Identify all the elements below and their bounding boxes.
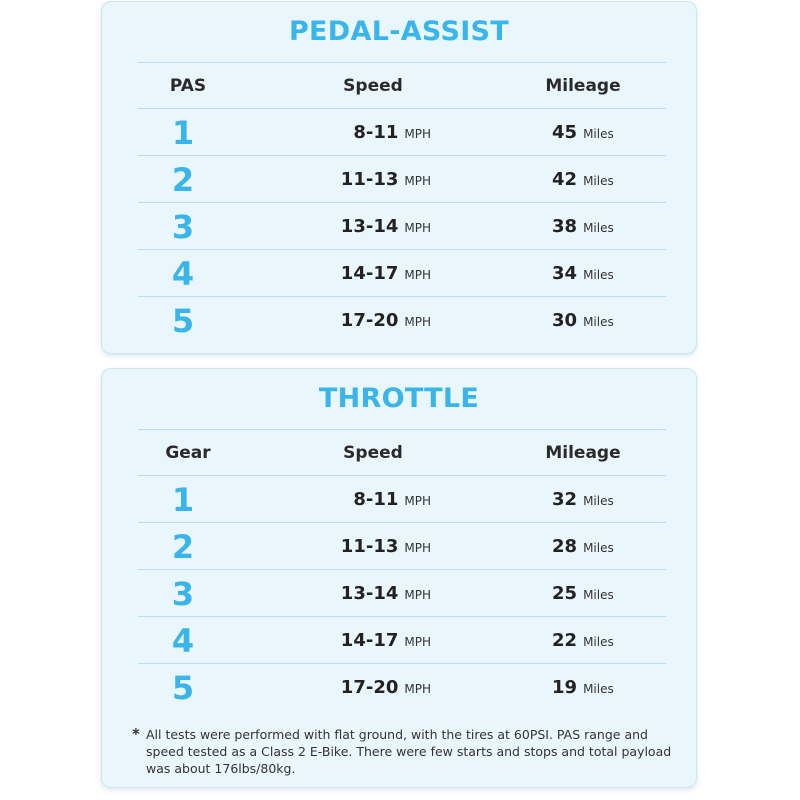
table-header: [138, 62, 666, 109]
mileage-cell: [552, 122, 614, 143]
mileage-cell: [552, 489, 614, 510]
speed-unit: MPH: [404, 127, 431, 141]
table-row: [138, 297, 666, 344]
speed-value: 13-14: [340, 216, 399, 237]
table-row: [138, 203, 666, 250]
mileage-cell: [552, 263, 614, 284]
mileage-cell: [552, 310, 614, 331]
speed-unit: MPH: [404, 494, 431, 508]
speed-cell: [263, 169, 431, 190]
mileage-cell: [552, 536, 614, 557]
level-number: 5: [171, 302, 195, 340]
mileage-cell: [552, 630, 614, 651]
footnote-marker: *: [132, 725, 140, 743]
mileage-value: 32: [552, 489, 578, 510]
mileage-value: 25: [552, 583, 578, 604]
mileage-unit: Miles: [583, 127, 614, 141]
speed-value: 17-20: [340, 677, 399, 698]
mileage-unit: Miles: [583, 682, 614, 696]
table-row: [138, 109, 666, 156]
throttle-panel: [101, 368, 697, 788]
level-number: 3: [171, 575, 195, 613]
header-speed: Speed: [343, 76, 403, 96]
mileage-value: 38: [552, 216, 578, 237]
speed-unit: MPH: [404, 221, 431, 235]
speed-value: 11-13: [340, 169, 399, 190]
table-row: [138, 570, 666, 617]
mileage-unit: Miles: [583, 315, 614, 329]
speed-unit: MPH: [404, 588, 431, 602]
table-row: [138, 476, 666, 523]
table-row: [138, 617, 666, 664]
level-number: 3: [171, 208, 195, 246]
mileage-value: 19: [552, 677, 578, 698]
mileage-unit: Miles: [583, 635, 614, 649]
table-row: [138, 156, 666, 203]
level-number: 2: [171, 161, 195, 199]
footnote: [132, 726, 677, 777]
mileage-value: 34: [552, 263, 578, 284]
mileage-cell: [552, 583, 614, 604]
mileage-cell: [552, 169, 614, 190]
table-row: [138, 250, 666, 297]
mileage-value: 22: [552, 630, 578, 651]
speed-cell: [263, 122, 431, 143]
pedal-assist-panel: [101, 1, 697, 354]
speed-cell: [263, 263, 431, 284]
table-header: [138, 429, 666, 476]
speed-unit: MPH: [404, 174, 431, 188]
header-mileage: Mileage: [545, 76, 621, 96]
speed-value: 14-17: [340, 263, 399, 284]
speed-value: 13-14: [340, 583, 399, 604]
speed-cell: [263, 536, 431, 557]
speed-value: 17-20: [340, 310, 399, 331]
throttle-table: [138, 429, 666, 711]
header-speed: Speed: [343, 443, 403, 463]
mileage-unit: Miles: [583, 541, 614, 555]
speed-unit: MPH: [404, 315, 431, 329]
level-number: 4: [171, 255, 195, 293]
mileage-unit: Miles: [583, 588, 614, 602]
speed-cell: [263, 630, 431, 651]
speed-value: 14-17: [340, 630, 399, 651]
footnote-text: All tests were performed with flat ground, with the tires at 60PSI. PAS range and speed tested as a Class 2 E-Bike. There were few starts and stops and total payload was about 176lbs/80kg.: [146, 727, 672, 776]
speed-cell: [263, 310, 431, 331]
speed-unit: MPH: [404, 635, 431, 649]
speed-value: 8-11: [353, 489, 399, 510]
pedal-assist-table: [138, 62, 666, 344]
mileage-unit: Miles: [583, 174, 614, 188]
level-number: 5: [171, 669, 195, 707]
speed-unit: MPH: [404, 268, 431, 282]
mileage-unit: Miles: [583, 221, 614, 235]
throttle-title: THROTTLE: [318, 383, 480, 414]
level-number: 1: [171, 481, 195, 519]
speed-cell: [263, 677, 431, 698]
header-level: PAS: [169, 76, 207, 96]
speed-value: 11-13: [340, 536, 399, 557]
mileage-unit: Miles: [583, 268, 614, 282]
pedal-assist-title: PEDAL-ASSIST: [288, 16, 510, 47]
header-level: Gear: [165, 443, 211, 463]
mileage-value: 28: [552, 536, 578, 557]
mileage-unit: Miles: [583, 494, 614, 508]
level-number: 1: [171, 114, 195, 152]
table-row: [138, 523, 666, 570]
speed-cell: [263, 216, 431, 237]
mileage-value: 45: [552, 122, 578, 143]
speed-unit: MPH: [404, 541, 431, 555]
level-number: 4: [171, 622, 195, 660]
level-number: 2: [171, 528, 195, 566]
mileage-cell: [552, 216, 614, 237]
table-row: [138, 664, 666, 711]
mileage-value: 42: [552, 169, 578, 190]
header-mileage: Mileage: [545, 443, 621, 463]
mileage-value: 30: [552, 310, 578, 331]
speed-unit: MPH: [404, 682, 431, 696]
mileage-cell: [552, 677, 614, 698]
speed-value: 8-11: [353, 122, 399, 143]
speed-cell: [263, 583, 431, 604]
speed-cell: [263, 489, 431, 510]
